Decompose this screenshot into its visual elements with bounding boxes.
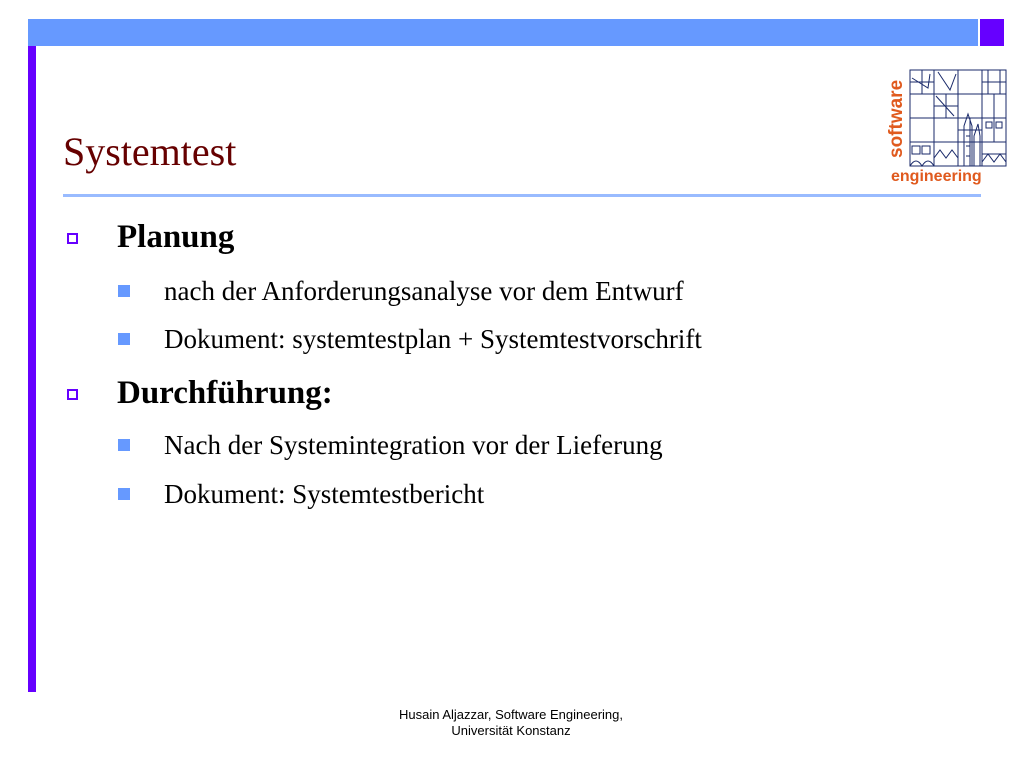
hollow-square-bullet-icon <box>67 389 78 400</box>
slide-footer <box>339 707 683 739</box>
list-item: Nach der Systemintegration vor der Lieferung <box>164 430 663 460</box>
top-decor-bar <box>28 19 978 46</box>
section-heading: Planung <box>117 219 235 255</box>
list-item: Dokument: systemtestplan + Systemtestvorschrift <box>164 324 702 354</box>
list-item: Dokument: Systemtestbericht <box>164 479 485 509</box>
filled-square-bullet-icon <box>118 439 130 451</box>
corner-decor-square <box>980 19 1004 46</box>
footer-line-1: Husain Aljazzar, Software Engineering, <box>398 707 623 722</box>
footer-line-2: Universität Konstanz <box>451 723 571 738</box>
slide-title: Systemtest <box>63 129 237 174</box>
filled-square-bullet-icon <box>118 488 130 500</box>
hollow-square-bullet-icon <box>67 233 78 244</box>
logo-text-engineering: engineering <box>891 168 982 185</box>
section-heading: Durchführung: <box>117 375 333 411</box>
filled-square-bullet-icon <box>118 285 130 297</box>
logo-text-software: software <box>886 79 907 159</box>
list-item: nach der Anforderungsanalyse vor dem Entwurf <box>164 276 684 306</box>
filled-square-bullet-icon <box>118 333 130 345</box>
left-decor-bar <box>28 46 36 692</box>
title-divider <box>63 194 981 197</box>
